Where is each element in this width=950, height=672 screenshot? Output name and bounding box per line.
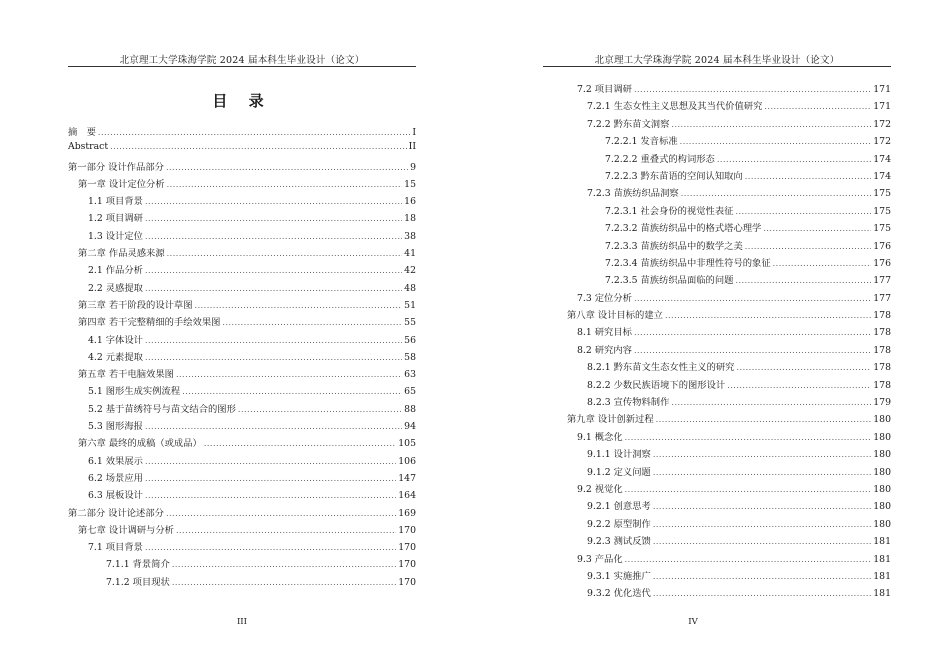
toc-leader-dots [167, 180, 403, 189]
toc-entry-page: 56 [404, 334, 416, 346]
toc-entry-title: 7.2.2.3 黔东苗语的空间认知取向 [605, 170, 743, 182]
toc-entry-title: 第七章 设计调研与分析 [78, 524, 174, 536]
toc-entry[interactable] [68, 401, 416, 418]
toc-entry-page: 175 [873, 223, 891, 235]
toc-entry-page: I [412, 127, 416, 138]
toc-entry-title: 7.2.3.5 苗族纺织品面临的问题 [605, 275, 734, 287]
toc-entry-title: 8.2.1 黔东苗文生态女性主义的研究 [587, 362, 735, 374]
toc-entry-title: 7.2.3.3 苗族纺织品中的数学之美 [605, 240, 743, 252]
toc-leader-dots [717, 155, 871, 164]
toc-entry-page: II [408, 141, 416, 153]
page-number: III [236, 617, 248, 627]
toc-entry-title: 2.1 作品分析 [88, 265, 143, 277]
toc-entry-page: 164 [398, 490, 416, 502]
toc-leader-dots [653, 450, 871, 459]
toc-entry-title: 第八章 设计目标的建立 [567, 310, 663, 322]
toc-leader-dots [671, 120, 871, 129]
toc-entry-page: 106 [398, 455, 416, 467]
toc-entry-page: 16 [404, 196, 416, 208]
toc-entry-page: 178 [873, 379, 891, 391]
toc-entry-title: 8.2.2 少数民族语境下的图形设计 [587, 379, 726, 391]
toc-entry-page: 178 [873, 344, 891, 356]
toc-entry[interactable] [567, 551, 891, 568]
toc-entry-title: 7.2 项目调研 [577, 84, 632, 95]
toc-entry[interactable] [567, 342, 891, 359]
toc-entry[interactable] [567, 98, 891, 115]
toc-entry[interactable] [68, 522, 416, 539]
toc-leader-dots [665, 311, 871, 320]
toc-entry[interactable] [567, 481, 891, 498]
toc-entry[interactable] [567, 585, 891, 602]
toc-entry[interactable] [567, 133, 891, 150]
toc-entry-page: 63 [404, 369, 416, 381]
toc-entry[interactable] [567, 411, 891, 428]
toc-entry-title: 8.1 研究目标 [577, 327, 632, 339]
toc-entry-title: 7.3 定位分析 [577, 292, 632, 304]
toc-leader-dots [653, 589, 871, 598]
toc-leader-dots [167, 249, 403, 258]
toc-entry[interactable] [567, 498, 891, 515]
toc-leader-dots [176, 526, 396, 535]
toc-entry-title: 9.1 概念化 [577, 431, 623, 443]
toc-entry-page: 65 [404, 386, 416, 398]
toc-leader-dots [110, 142, 407, 151]
toc-leader-dots [625, 555, 872, 564]
toc-entry-title: 7.2.2 黔东苗文洞察 [587, 118, 670, 130]
toc-entry-title: 9.3.1 实施推广 [587, 570, 651, 582]
toc-entry-page: 18 [404, 213, 416, 225]
toc-leader-dots [145, 422, 402, 431]
toc-leader-dots [145, 457, 396, 466]
toc-entry[interactable] [567, 151, 891, 168]
toc-entry[interactable] [567, 220, 891, 237]
toc-entry-title: 9.3 产品化 [577, 553, 623, 565]
toc-entry-page: 105 [398, 438, 416, 450]
toc-entry[interactable] [68, 556, 416, 573]
toc-entry-title: 9.3.2 优化迭代 [587, 588, 651, 600]
toc-entry-page: 9 [410, 161, 416, 173]
toc-entry[interactable] [68, 141, 416, 158]
toc-leader-dots [653, 572, 871, 581]
toc-entry-page: 88 [404, 403, 416, 415]
toc-entry[interactable] [68, 193, 416, 210]
page-header: 北京理工大学珠海学院 2024 届本科生毕业设计（论文） [594, 55, 840, 66]
toc-leader-dots [98, 128, 410, 137]
toc-entry-title: 7.2.3.4 苗族纺织品中非理性符号的象征 [605, 257, 771, 269]
toc-entry-page: 170 [398, 559, 416, 571]
toc-entry[interactable] [68, 366, 416, 383]
toc-entry[interactable] [567, 272, 891, 289]
toc-entry-page: 58 [404, 351, 416, 363]
toc-entry[interactable] [567, 568, 891, 585]
toc-entry-page: 177 [873, 275, 891, 287]
toc-leader-dots [145, 197, 402, 206]
toc-entry-title: 5.1 图形生成实例流程 [88, 386, 181, 398]
toc-entry-title: 9.2 视觉化 [577, 483, 623, 495]
toc-entry-page: 51 [404, 299, 416, 311]
toc-entry[interactable] [567, 203, 891, 220]
toc-entry-title: 5.3 图形海报 [88, 421, 143, 433]
toc-leader-dots [656, 415, 872, 424]
toc-leader-dots [222, 318, 402, 327]
toc-leader-dots [745, 172, 872, 181]
toc-leader-dots [145, 214, 402, 223]
toc-entry-title: 8.2 研究内容 [577, 344, 632, 356]
toc-entry-title: 7.2.3.2 苗族纺织品中的格式塔心理学 [605, 223, 762, 235]
toc-leader-dots [145, 474, 396, 483]
toc-entry-page: 178 [873, 310, 891, 322]
toc-leader-dots [625, 485, 872, 494]
toc-entry-page: 41 [404, 248, 416, 260]
toc-entry-page: 176 [873, 240, 891, 252]
toc-entry[interactable] [68, 124, 416, 141]
toc-entry-page: 180 [873, 501, 891, 513]
toc-leader-dots [653, 520, 871, 529]
toc-entry-page: 38 [404, 230, 416, 242]
toc-entry[interactable] [68, 262, 416, 279]
page-number: IV [688, 617, 698, 627]
toc-leader-dots [653, 468, 871, 477]
toc-entry[interactable] [68, 280, 416, 297]
toc-entry-title: 第一部分 设计作品部分 [68, 161, 164, 173]
toc-entry[interactable] [68, 487, 416, 504]
toc-entry-title: 9.1.2 定义问题 [587, 466, 651, 478]
toc-entry-page: 175 [873, 205, 891, 217]
toc-leader-dots [195, 301, 403, 310]
toc-entry-title: 第四章 若干完整精细的手绘效果图 [78, 317, 221, 329]
toc-entry[interactable] [567, 394, 891, 411]
toc-entry[interactable] [68, 297, 416, 314]
toc-entry[interactable] [567, 446, 891, 463]
toc-entry-title: 第一章 设计定位分析 [78, 178, 165, 190]
toc-entry-title: 第九章 设计创新过程 [567, 414, 654, 426]
toc-leader-dots [736, 363, 871, 372]
toc-entry-title: 7.1 项目背景 [88, 542, 143, 554]
toc-entry-page: 94 [404, 421, 416, 433]
toc-list [68, 124, 416, 591]
toc-entry[interactable] [68, 314, 416, 331]
toc-entry-page: 55 [404, 317, 416, 329]
toc-leader-dots [745, 242, 872, 251]
toc-entry-title: 7.2.2.1 发音标准 [605, 136, 678, 148]
toc-leader-dots [634, 85, 871, 94]
toc-entry-title: 9.1.1 设计洞察 [587, 449, 651, 461]
toc-entry-page: 180 [873, 414, 891, 426]
toc-entry[interactable] [68, 176, 416, 193]
toc-entry-title: 第二章 作品灵感来源 [78, 248, 165, 260]
toc-leader-dots [634, 328, 871, 337]
toc-leader-dots [763, 224, 871, 233]
toc-entry-title: 4.1 字体设计 [88, 334, 143, 346]
right-page [475, 0, 950, 672]
toc-leader-dots [204, 439, 396, 448]
toc-entry[interactable] [68, 539, 416, 556]
toc-entry[interactable] [68, 574, 416, 591]
toc-leader-dots [176, 370, 402, 379]
toc-entry-page: 170 [398, 576, 416, 588]
header-rule [68, 66, 416, 67]
toc-entry-title: 摘 要 [68, 127, 96, 138]
toc-entry[interactable] [567, 116, 891, 133]
toc-leader-dots [172, 578, 396, 587]
toc-entry-page: 170 [398, 542, 416, 554]
toc-entry-page: 175 [873, 188, 891, 200]
toc-entry[interactable] [567, 238, 891, 255]
toc-entry-page: 172 [873, 136, 891, 148]
toc-entry[interactable] [68, 228, 416, 245]
toc-leader-dots [681, 189, 872, 198]
toc-entry-page: 178 [873, 327, 891, 339]
toc-entry-page: 180 [873, 483, 891, 495]
toc-entry-page: 181 [873, 570, 891, 582]
toc-entry-page: 15 [404, 178, 416, 190]
toc-entry-title: 7.2.1 生态女性主义思想及其当代价值研究 [587, 101, 763, 113]
header-rule [543, 66, 891, 67]
toc-leader-dots [653, 537, 871, 546]
toc-entry[interactable] [68, 505, 416, 522]
toc-entry[interactable] [68, 453, 416, 470]
toc-entry-page: 181 [873, 588, 891, 600]
toc-leader-dots [166, 509, 396, 518]
toc-entry[interactable] [68, 418, 416, 435]
toc-entry-page: 48 [404, 282, 416, 294]
toc-entry-title: 9.2.3 测试反馈 [587, 536, 651, 548]
toc-entry-title: 7.2.3.1 社会身份的视觉性表征 [605, 205, 734, 217]
toc-entry[interactable] [68, 470, 416, 487]
toc-entry-title: 9.2.2 原型制作 [587, 518, 651, 530]
toc-entry[interactable] [68, 210, 416, 227]
toc-entry-page: 174 [873, 170, 891, 182]
toc-leader-dots [653, 502, 871, 511]
toc-entry-page: 178 [873, 362, 891, 374]
toc-entry-title: 第二部分 设计论述部分 [68, 507, 164, 519]
toc-entry-title: 第五章 若干电脑效果图 [78, 369, 174, 381]
toc-entry[interactable] [567, 307, 891, 324]
toc-entry[interactable] [567, 324, 891, 341]
toc-entry-title: 6.1 效果展示 [88, 455, 143, 467]
toc-leader-dots [145, 284, 402, 293]
toc-leader-dots [145, 336, 402, 345]
toc-entry[interactable] [68, 159, 416, 176]
toc-entry[interactable] [68, 245, 416, 262]
toc-entry-page: 170 [398, 524, 416, 536]
toc-entry-title: 2.2 灵感提取 [88, 282, 143, 294]
toc-entry-title: 1.2 项目调研 [88, 213, 143, 225]
toc-leader-dots [764, 102, 871, 111]
toc-leader-dots [634, 294, 871, 303]
toc-leader-dots [145, 353, 402, 362]
toc-entry-title: 9.2.1 创意思考 [587, 501, 651, 513]
toc-entry-page: 179 [873, 397, 891, 409]
toc-entry-page: 181 [873, 553, 891, 565]
toc-entry[interactable] [68, 383, 416, 400]
toc-entry[interactable] [68, 332, 416, 349]
toc-leader-dots [172, 560, 396, 569]
toc-entry-title: 7.2.2.2 重叠式的构词形态 [605, 153, 715, 165]
toc-entry-title: 1.3 设计定位 [88, 230, 143, 242]
toc-entry-title: 第六章 最终的成稿（或成品） [78, 438, 202, 450]
toc-entry-page: 171 [873, 84, 891, 95]
toc-entry-title: 4.2 元素提取 [88, 351, 143, 363]
toc-list [567, 81, 891, 603]
toc-leader-dots [238, 405, 402, 414]
toc-entry[interactable] [567, 359, 891, 376]
toc-entry-title: 第三章 若干阶段的设计草图 [78, 299, 193, 311]
toc-entry[interactable] [567, 533, 891, 550]
toc-entry[interactable] [567, 168, 891, 185]
toc-entry-title: 6.2 场景应用 [88, 472, 143, 484]
toc-entry-page: 180 [873, 466, 891, 478]
toc-leader-dots [727, 381, 871, 390]
toc-entry-title: 1.1 项目背景 [88, 196, 143, 208]
toc-entry-page: 147 [398, 472, 416, 484]
toc-leader-dots [735, 276, 871, 285]
toc-entry[interactable] [567, 377, 891, 394]
toc-leader-dots [773, 259, 872, 268]
toc-entry-title: 8.2.3 宣传物料制作 [587, 397, 670, 409]
toc-leader-dots [145, 266, 402, 275]
toc-leader-dots [671, 398, 871, 407]
toc-entry-title: 7.2.3 苗族纺织品洞察 [587, 188, 679, 200]
toc-leader-dots [166, 163, 408, 172]
toc-title: 目 录 [212, 92, 272, 110]
toc-entry-page: 169 [398, 507, 416, 519]
toc-entry-page: 42 [404, 265, 416, 277]
toc-leader-dots [145, 543, 396, 552]
toc-entry-page: 180 [873, 449, 891, 461]
toc-entry-title: 5.2 基于苗绣符号与苗文结合的图形 [88, 403, 236, 415]
toc-entry-page: 180 [873, 518, 891, 530]
toc-leader-dots [182, 387, 402, 396]
toc-entry-page: 174 [873, 153, 891, 165]
toc-leader-dots [625, 433, 872, 442]
toc-entry-title: Abstract [68, 141, 109, 153]
toc-entry[interactable] [68, 349, 416, 366]
toc-entry[interactable] [567, 429, 891, 446]
toc-entry[interactable] [567, 81, 891, 98]
toc-entry-title: 7.1.2 项目现状 [106, 576, 170, 588]
page-header: 北京理工大学珠海学院 2024 届本科生毕业设计（论文） [119, 55, 365, 66]
toc-entry[interactable] [567, 255, 891, 272]
toc-entry-page: 176 [873, 257, 891, 269]
toc-entry[interactable] [567, 464, 891, 481]
toc-entry-page: 177 [873, 292, 891, 304]
toc-entry-title: 6.3 展板设计 [88, 490, 143, 502]
toc-leader-dots [680, 137, 872, 146]
toc-leader-dots [145, 491, 396, 500]
toc-leader-dots [735, 207, 871, 216]
toc-entry-page: 172 [873, 118, 891, 130]
toc-leader-dots [634, 346, 871, 355]
toc-entry[interactable] [567, 185, 891, 202]
toc-entry-page: 181 [873, 536, 891, 548]
toc-entry[interactable] [567, 290, 891, 307]
toc-entry-page: 180 [873, 431, 891, 443]
toc-entry-title: 7.1.1 背景简介 [106, 559, 170, 571]
toc-entry-page: 171 [873, 101, 891, 113]
toc-leader-dots [145, 232, 402, 241]
toc-entry[interactable] [68, 435, 416, 452]
toc-entry[interactable] [567, 516, 891, 533]
